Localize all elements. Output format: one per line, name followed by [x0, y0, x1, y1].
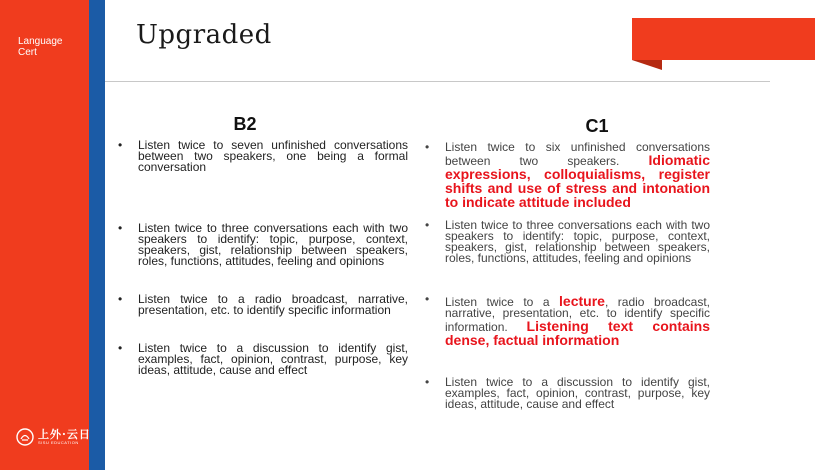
c1-column — [425, 142, 710, 410]
c1-item-text: Listen twice to a — [445, 295, 560, 309]
left-red-band — [0, 0, 89, 470]
c1-highlight: Listening text contains dense, factual information — [445, 318, 710, 348]
logo-chinese-text: 上外·云日 — [38, 428, 91, 441]
c1-item: • Listen twice to three conversations each with two speakers to identify: topic, purpose, context, speakers, gist, relationship between speakers, roles, functions, attitudes, feeling and opinions — [425, 220, 710, 264]
ribbon-fold — [632, 60, 662, 70]
logo-english-text: SISU EDUCATION — [38, 440, 79, 445]
b2-item: • Listen twice to seven unfinished conversations between two speakers, one being a formal conversation — [118, 140, 408, 173]
slide-title: Upgraded — [136, 20, 272, 50]
c1-highlight: lecture — [559, 293, 605, 309]
b2-item: • Listen twice to three conversations each with two speakers to identify: topic, purpose, context, speakers, gist, relationship between speakers, roles, functions, attitudes, feeling and opinions — [118, 223, 408, 267]
brand-label: Language Cert — [18, 36, 63, 58]
b2-item: • Listen twice to a discussion to identify gist, examples, fact, opinion, contrast, purpose, key ideas, attitude, cause and effect — [118, 343, 408, 376]
c1-item — [425, 294, 710, 347]
title-divider — [105, 81, 770, 82]
decorative-ribbon — [632, 18, 815, 60]
c1-item: • Listen twice to a discussion to identify gist, examples, fact, opinion, contrast, purpose, key ideas, attitude, cause and effect — [425, 377, 710, 410]
b2-heading: B2 — [233, 114, 257, 134]
c1-item-text: , radio broadcast, narrative, presentation, etc. to identify specific information. — [445, 295, 710, 334]
b2-item: • Listen twice to a radio broadcast, narrative, presentation, etc. to identify specific information — [118, 294, 408, 316]
left-blue-stripe — [89, 0, 105, 470]
seal-icon — [16, 428, 34, 446]
c1-item — [425, 142, 710, 209]
sisu-logo — [16, 428, 91, 446]
c1-heading: C1 — [585, 116, 609, 136]
b2-column — [118, 140, 408, 376]
c1-item-text: Listen twice to six unfinished conversations between two speakers. — [445, 140, 710, 168]
c1-highlight: Idiomatic expressions, colloquialisms, register shifts and use of stress and intonation to indicate attitude included — [445, 152, 710, 210]
